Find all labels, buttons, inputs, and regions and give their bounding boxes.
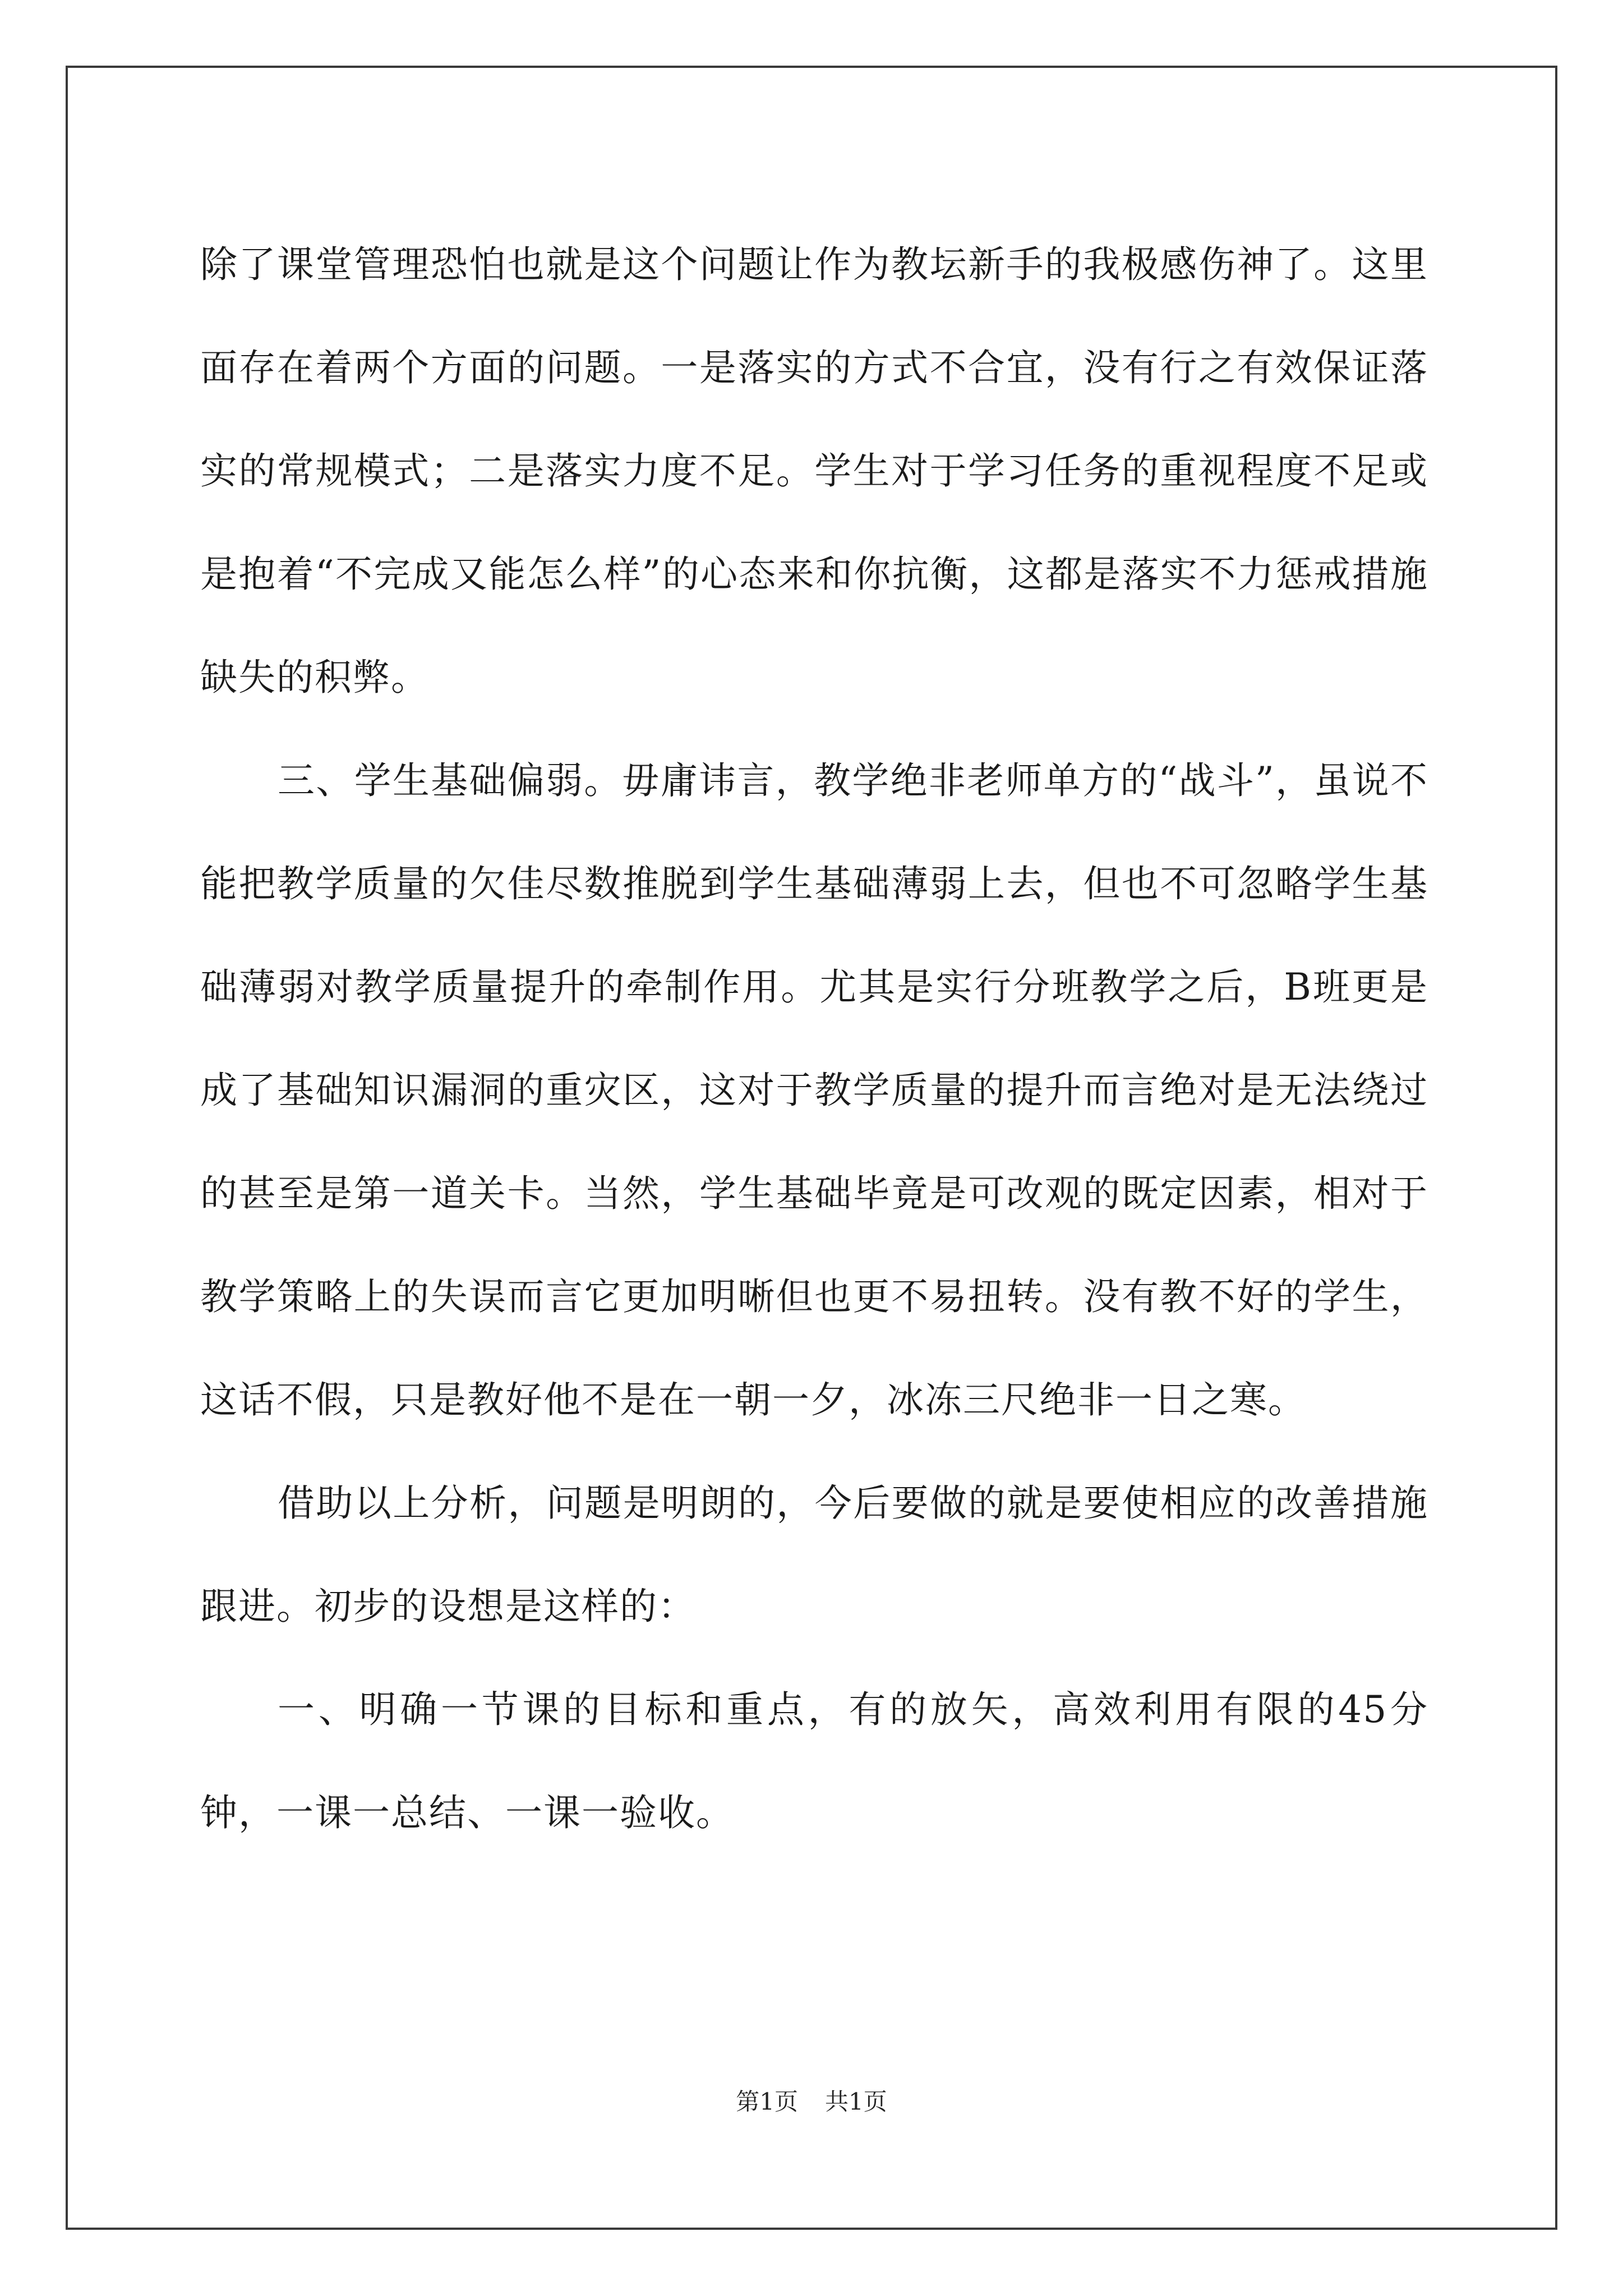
paragraph-4: 一、明确一节课的目标和重点，有的放矢，高效利用有限的45分钟，一课一总结、一课一验收。 — [200, 1688, 1428, 1834]
paragraph-1: 除了课堂管理恐怕也就是这个问题让作为教坛新手的我极感伤神了。这里面存在着两个方面的问题。一是落实的方式不合宜，没有行之有效保证落实的常规模式；二是落实力度不足。学生对于学习任务的重视程度不足或是抱着“不完成又能怎么样”的心态来和你抗衡，这都是落实不力惩戒措施缺失的积弊。 — [200, 243, 1428, 699]
paragraph-2: 三、学生基础偏弱。毋庸讳言，教学绝非老师单方的“战斗”，虽说不能把教学质量的欠佳尽数推脱到学生基础薄弱上去，但也不可忽略学生基础薄弱对教学质量提升的牵制作用。尤其是实行分班教学之后，B班更是成了基础知识漏洞的重灾区，这对于教学质量的提升而言绝对是无法绕过的甚至是第一道关卡。当然，学生基础毕竟是可改观的既定因素，相对于教学策略上的失误而言它更加明晰但也更不易扭转。没有教不好的学生，这话不假，只是教好他不是在一朝一夕，冰冻三尺绝非一日之寒。 — [200, 759, 1428, 1421]
document-body — [200, 213, 1428, 1865]
page-number: 第1页 — [736, 2088, 798, 2115]
paragraph-3: 借助以上分析，问题是明朗的，今后要做的就是要使相应的改善措施跟进。初步的设想是这样的： — [200, 1481, 1428, 1628]
page-footer — [0, 2088, 1623, 2116]
total-pages: 共1页 — [825, 2088, 887, 2115]
